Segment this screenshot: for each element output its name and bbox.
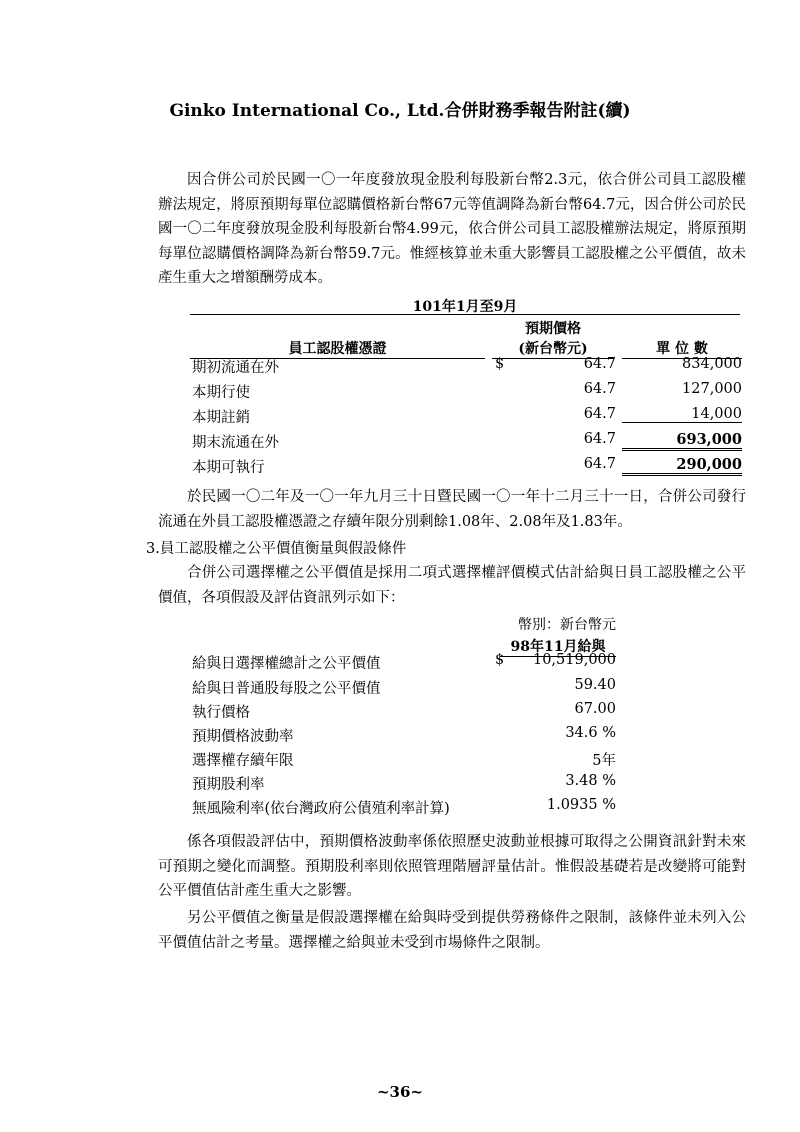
table-row: [192, 797, 616, 819]
paragraph-assumptions: 係各項假設評估中，預期價格波動率係依照歷史波動並根據可取得之公開資訊針對未來可預期之變化而調整。預期股利率則依照管理階層評量估計。惟假設基礎若是改變將可能對公平價值估計產生重大之影響。: [158, 834, 746, 899]
row-value: 1.0935 %: [546, 797, 616, 813]
table-row: [192, 701, 616, 723]
paragraph-remaining-life: 於民國一〇二年及一〇一年九月三十日暨民國一〇一年十二月三十一日，合併公司發行流通在外員工認股權憑證之存續年限分別剩餘1.08年、2.08年及1.83年。: [158, 489, 746, 530]
currency-symbol: $: [495, 652, 505, 668]
table-row: [192, 652, 616, 674]
row-price: 64.7: [583, 406, 616, 422]
row-units: 834,000: [682, 356, 742, 372]
table-row: [192, 406, 742, 428]
row-label: 選擇權存續年限: [192, 753, 294, 769]
row-label: 本期註銷: [192, 410, 250, 426]
row-value: 10,519,000: [532, 652, 616, 668]
paragraph-market-conditions: 另公平價值之衡量是假設選擇權在給與時受到提供勞務條件之限制，該條件並未列入公平價值估計之考量。選擇權之給與並未受到市場條件之限制。: [158, 910, 746, 951]
page-title: Ginko International Co., Ltd.合併財務季報告附註(續): [169, 101, 631, 121]
currency-symbol: $: [495, 356, 505, 372]
table1-col-units: 單 位 數: [622, 338, 742, 359]
row-label: 給與日選擇權總計之公平價值: [192, 656, 381, 672]
table-row: [192, 773, 616, 795]
row-value: 3.48 %: [565, 773, 616, 789]
page-number: ~36~: [376, 1083, 423, 1101]
row-value: 67.00: [574, 701, 616, 717]
row-units: 14,000: [622, 406, 742, 423]
table-row: [192, 456, 742, 478]
row-price: 64.7: [583, 381, 616, 397]
row-label: 期末流通在外: [192, 435, 279, 451]
row-label: 本期行使: [192, 385, 250, 401]
table2-header: 98年11月給與: [500, 636, 616, 657]
row-label: 給與日普通股每股之公平價值: [192, 681, 381, 697]
row-label: 期初流通在外: [192, 360, 279, 376]
row-label: 預期股利率: [192, 777, 265, 793]
table-row: [192, 749, 616, 771]
row-label: 本期可執行: [192, 460, 265, 476]
table-row: [192, 677, 616, 699]
table-row: [192, 431, 742, 453]
row-price: 64.7: [583, 356, 616, 372]
row-value: 5年: [592, 753, 616, 769]
table1-col-label: 員工認股權憑證: [190, 338, 485, 359]
paragraph-valuation-method: 合併公司選擇權之公平價值是採用二項式選擇權評價模式估計給與日員工認股權之公平價值，各項假設及評估資訊列示如下：: [158, 565, 746, 606]
table-row: [192, 725, 616, 747]
row-value: 34.6 %: [565, 725, 616, 741]
row-value: 59.40: [574, 677, 616, 693]
table-row: [192, 356, 742, 378]
row-price: 64.7: [583, 431, 616, 447]
row-units: 290,000: [622, 456, 742, 476]
row-price: 64.7: [583, 456, 616, 472]
table2-currency-unit: 幣別：新台幣元: [518, 617, 616, 633]
table1-period: 101年1月至9月: [412, 299, 518, 315]
row-units: 127,000: [682, 381, 742, 397]
row-label: 執行價格: [192, 705, 250, 721]
row-label: 無風險利率(依台灣政府公債殖利率計算): [192, 801, 450, 817]
paragraph-price-adjustment: 因合併公司於民國一〇一年度發放現金股利每股新台幣2.3元，依合併公司員工認股權辦法規定，將原預期每單位認購價格新台幣67元等值調降為新台幣64.7元，因合併公司於民國一〇二年度發放現金股利每股新台幣4.99元，依合併公司員工認股權辦法規定，將原預期每單位認購價格調降為新台幣59.7元。惟經核算並未重大影響員工認股權之公平價值，故未產生重大之增額酬勞成本。: [158, 172, 746, 286]
table1-col-price-line1: 預期價格: [525, 321, 581, 337]
row-label: 預期價格波動率: [192, 729, 294, 745]
table1-top-rule: [190, 314, 740, 315]
table-row: [192, 381, 742, 403]
row-units: 693,000: [622, 431, 742, 451]
section-heading: 3.員工認股權之公平價值衡量與假設條件: [146, 541, 407, 557]
table1-col-price-line2: (新台幣元): [492, 338, 614, 359]
